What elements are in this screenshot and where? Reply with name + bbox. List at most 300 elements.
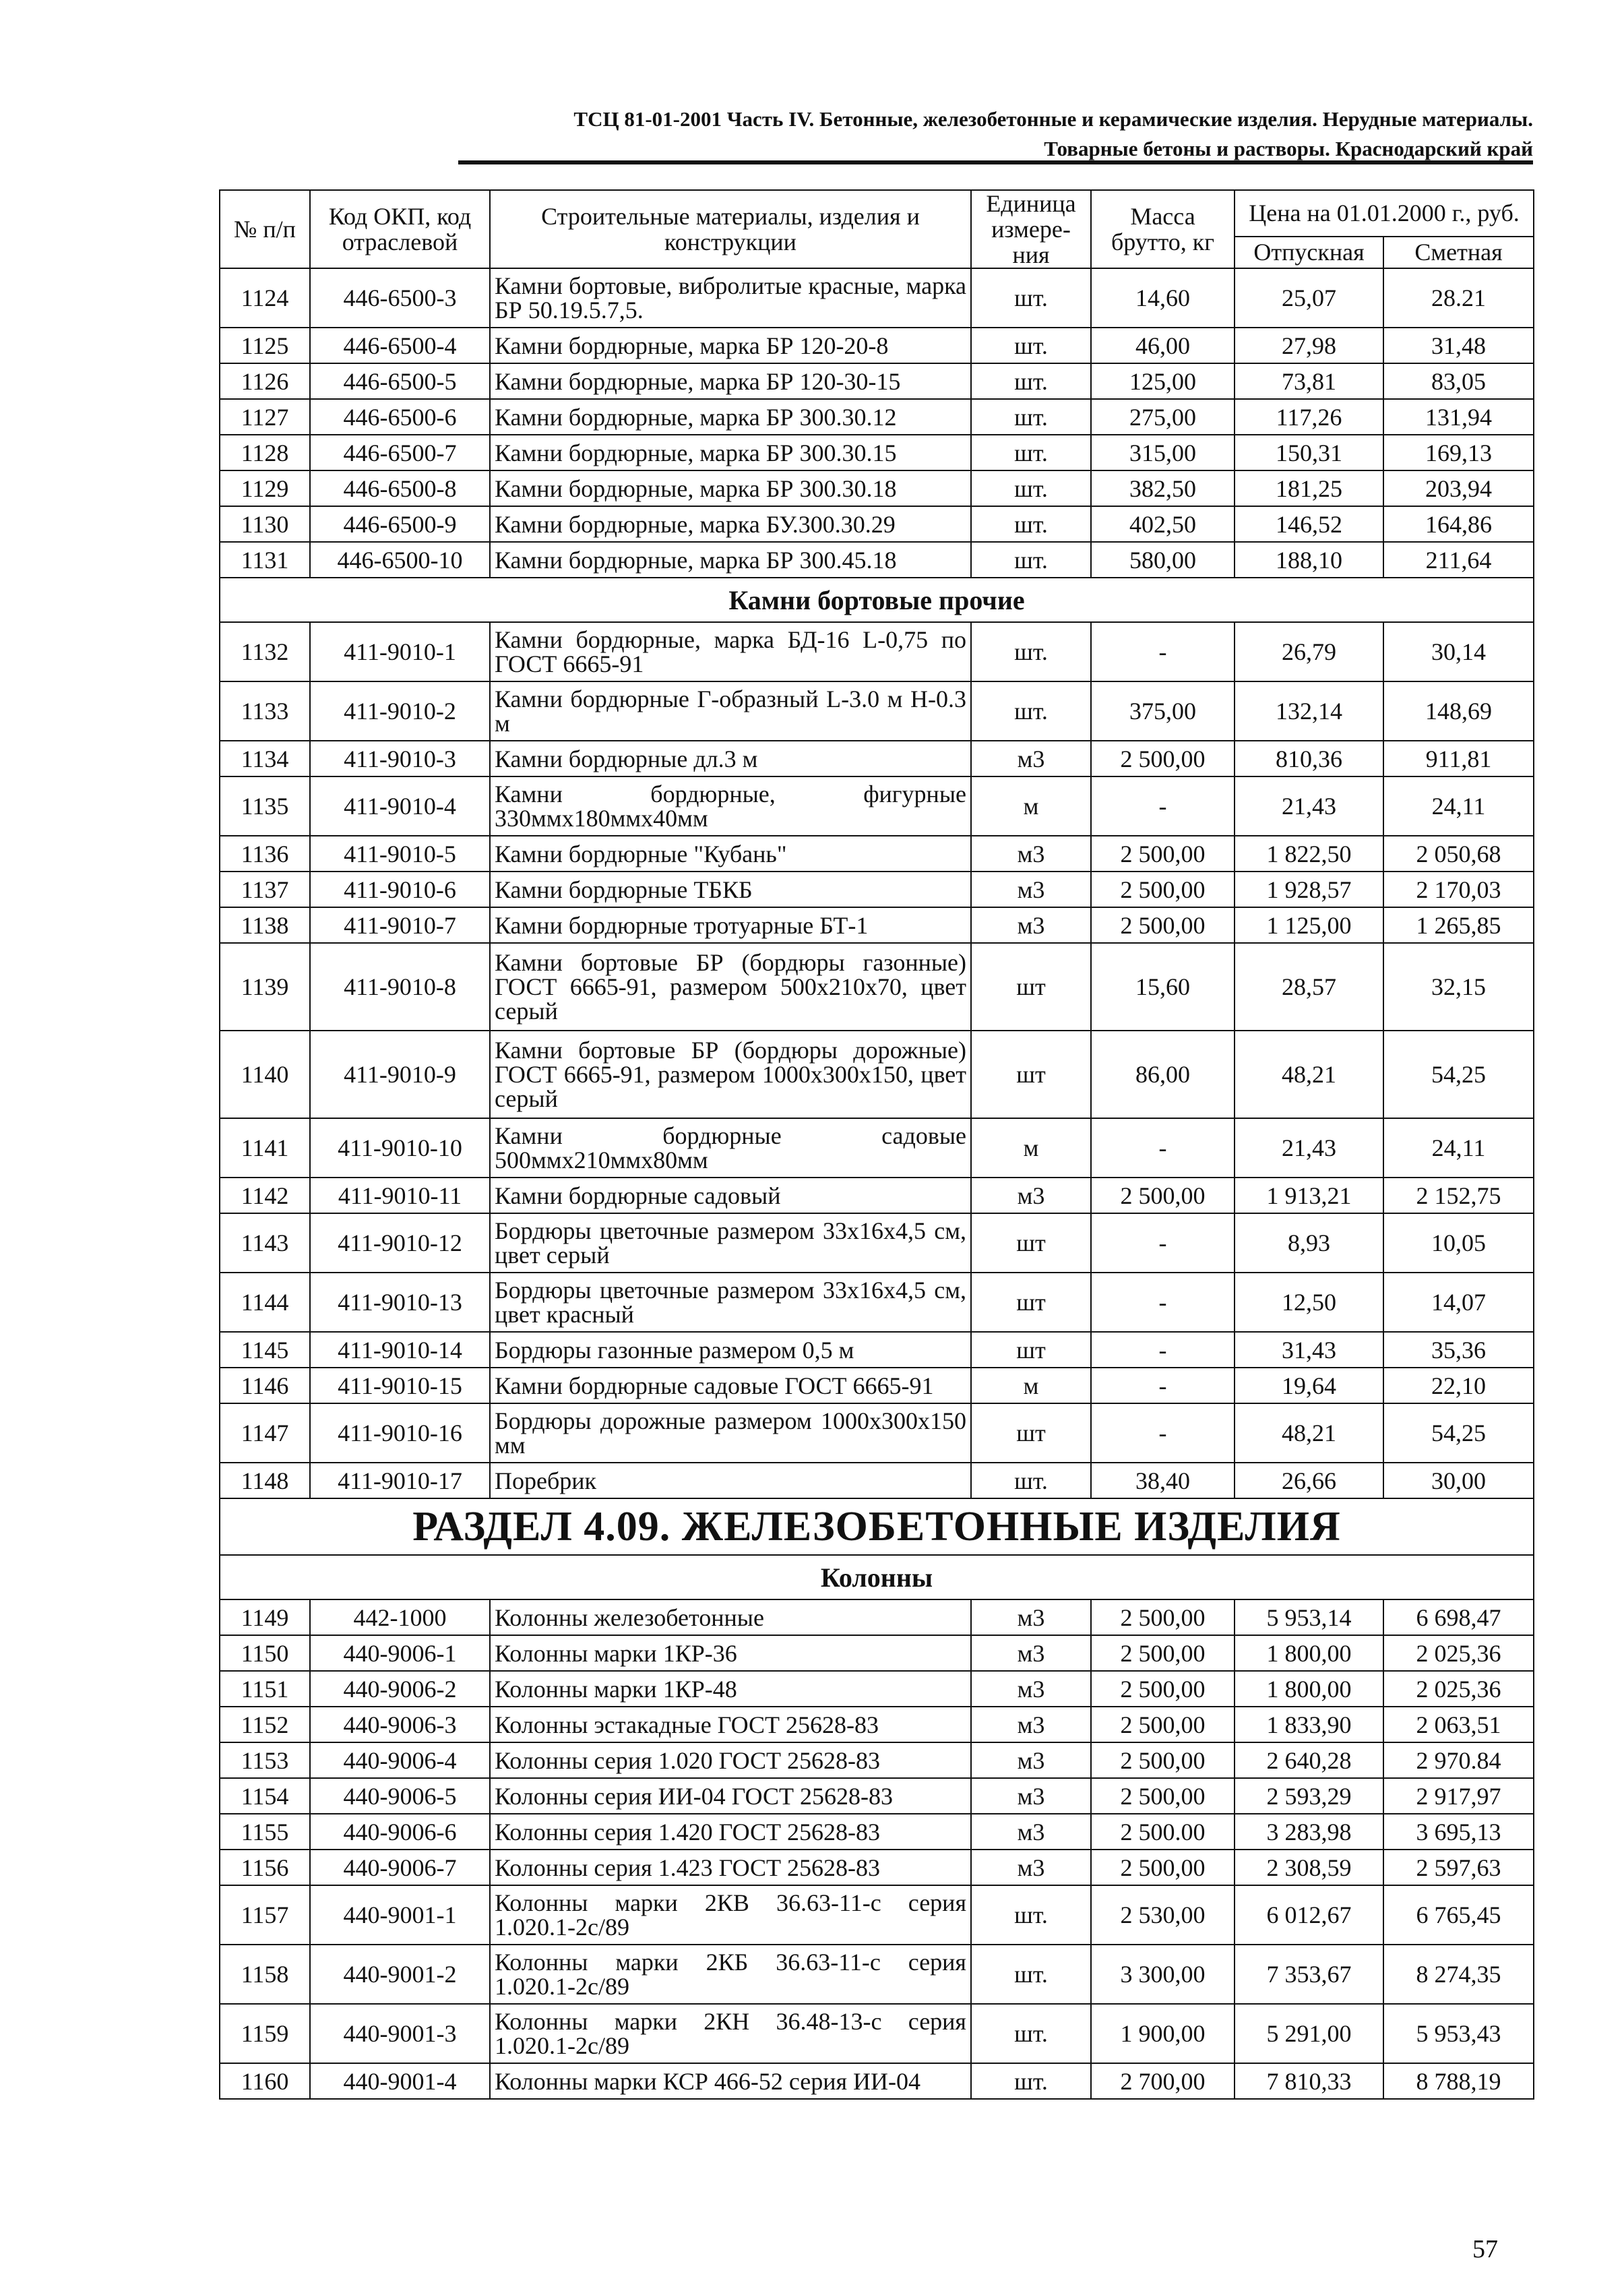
running-header (458, 104, 1533, 164)
table-row (220, 435, 1534, 470)
row-code: 411-9010-16 (310, 1403, 490, 1463)
table-row (220, 1635, 1534, 1671)
row-name: Камни бордюрные, марка БР 300.30.12 (490, 399, 971, 435)
row-estimate: 8 788,19 (1383, 2063, 1534, 2099)
row-code: 440-9001-4 (310, 2063, 490, 2099)
row-num: 1142 (220, 1178, 310, 1213)
row-estimate: 6 698,47 (1383, 1599, 1534, 1635)
row-num: 1140 (220, 1031, 310, 1118)
col-unit: Единица измере-ния (971, 190, 1091, 268)
row-num: 1150 (220, 1635, 310, 1671)
row-num: 1157 (220, 1885, 310, 1945)
table-row (220, 1031, 1534, 1118)
row-unit: шт. (971, 470, 1091, 506)
row-estimate: 30,14 (1383, 622, 1534, 681)
row-num: 1124 (220, 268, 310, 328)
row-num: 1131 (220, 542, 310, 578)
row-name: Колонны марки КСР 466-52 серия ИИ-04 (490, 2063, 971, 2099)
row-estimate: 31,48 (1383, 328, 1534, 363)
row-unit: шт. (971, 542, 1091, 578)
row-name: Бордюры газонные размером 0,5 м (490, 1332, 971, 1368)
row-name: Колонны марки 2КН 36.48-13-с серия 1.020.1-2с/89 (490, 2004, 971, 2063)
row-code: 411-9010-14 (310, 1332, 490, 1368)
row-code: 411-9010-11 (310, 1178, 490, 1213)
page-number: 57 (1472, 2235, 1498, 2263)
row-estimate: 131,94 (1383, 399, 1534, 435)
row-name: Камни бортовые, вибролитые красные, марка БР 50.19.5.7,5. (490, 268, 971, 328)
row-num: 1130 (220, 506, 310, 542)
row-estimate: 14,07 (1383, 1273, 1534, 1332)
col-estimate: Сметная (1383, 237, 1534, 268)
row-code: 411-9010-8 (310, 943, 490, 1031)
row-release: 73,81 (1235, 363, 1383, 399)
row-release: 19,64 (1235, 1368, 1383, 1403)
row-mass: 402,50 (1091, 506, 1235, 542)
row-mass: 2 500,00 (1091, 872, 1235, 907)
row-unit: м3 (971, 1778, 1091, 1814)
row-name: Камни бордюрные "Кубань" (490, 836, 971, 872)
row-mass: 14,60 (1091, 268, 1235, 328)
row-estimate: 24,11 (1383, 1118, 1534, 1178)
row-name: Камни бордюрные садовые ГОСТ 6665-91 (490, 1368, 971, 1403)
row-release: 2 308,59 (1235, 1850, 1383, 1885)
row-mass: 2 500,00 (1091, 1599, 1235, 1635)
row-unit: м (971, 776, 1091, 836)
row-unit: шт. (971, 622, 1091, 681)
row-unit: м3 (971, 836, 1091, 872)
row-mass: 2 500,00 (1091, 741, 1235, 776)
row-code: 411-9010-12 (310, 1213, 490, 1273)
row-name: Камни бордюрные дл.3 м (490, 741, 971, 776)
row-code: 446-6500-9 (310, 506, 490, 542)
row-unit: шт. (971, 328, 1091, 363)
row-num: 1125 (220, 328, 310, 363)
row-code: 440-9006-1 (310, 1635, 490, 1671)
row-unit: м (971, 1118, 1091, 1178)
row-release: 8,93 (1235, 1213, 1383, 1273)
table-row (220, 1213, 1534, 1273)
row-release: 7 353,67 (1235, 1945, 1383, 2004)
row-num: 1144 (220, 1273, 310, 1332)
row-code: 440-9001-2 (310, 1945, 490, 2004)
table-row (220, 1850, 1534, 1885)
row-unit: м3 (971, 1707, 1091, 1742)
header-line-1: ТСЦ 81-01-2001 Часть IV. Бетонные, железобетонные и керамические изделия. Нерудные материалы. (573, 107, 1533, 131)
row-unit: м3 (971, 1178, 1091, 1213)
row-unit: м3 (971, 1635, 1091, 1671)
row-code: 411-9010-3 (310, 741, 490, 776)
row-unit: м3 (971, 1599, 1091, 1635)
row-name: Камни бордюрные, марка БД-16 L-0,75 по ГОСТ 6665-91 (490, 622, 971, 681)
row-name: Бордюры дорожные размером 1000х300х150 мм (490, 1403, 971, 1463)
row-release: 5 291,00 (1235, 2004, 1383, 2063)
row-estimate: 22,10 (1383, 1368, 1534, 1403)
row-mass: 125,00 (1091, 363, 1235, 399)
table-row (220, 1368, 1534, 1403)
row-name: Колонны марки 2КБ 36.63-11-с серия 1.020.1-2с/89 (490, 1945, 971, 2004)
table-row (220, 2063, 1534, 2099)
row-num: 1146 (220, 1368, 310, 1403)
row-code: 411-9010-9 (310, 1031, 490, 1118)
row-release: 146,52 (1235, 506, 1383, 542)
row-num: 1127 (220, 399, 310, 435)
row-name: Колонны эстакадные ГОСТ 25628-83 (490, 1707, 971, 1742)
row-estimate: 203,94 (1383, 470, 1534, 506)
table-head (220, 190, 1534, 268)
row-name: Камни бортовые БР (бордюры дорожные) ГОСТ 6665-91, размером 1000х300х150, цвет серый (490, 1031, 971, 1118)
row-mass: 2 700,00 (1091, 2063, 1235, 2099)
row-mass: 2 500,00 (1091, 1178, 1235, 1213)
row-mass: 2 500.00 (1091, 1814, 1235, 1850)
row-unit: шт. (971, 506, 1091, 542)
row-estimate: 2 025,36 (1383, 1671, 1534, 1707)
row-name: Камни бордюрные, марка БР 120-20-8 (490, 328, 971, 363)
table-row (220, 776, 1534, 836)
row-mass: 2 500,00 (1091, 1778, 1235, 1814)
row-unit: шт. (971, 268, 1091, 328)
row-estimate: 2 063,51 (1383, 1707, 1534, 1742)
row-num: 1155 (220, 1814, 310, 1850)
row-num: 1160 (220, 2063, 310, 2099)
table-row (220, 1599, 1534, 1635)
row-unit: шт. (971, 2063, 1091, 2099)
row-estimate: 148,69 (1383, 681, 1534, 741)
row-release: 3 283,98 (1235, 1814, 1383, 1850)
table-row (220, 872, 1534, 907)
table-row (220, 1945, 1534, 2004)
table-row (220, 681, 1534, 741)
row-mass: 38,40 (1091, 1463, 1235, 1498)
table-row (220, 907, 1534, 943)
table-row (220, 2004, 1534, 2063)
row-estimate: 54,25 (1383, 1031, 1534, 1118)
row-release: 1 800,00 (1235, 1671, 1383, 1707)
row-unit: м3 (971, 1742, 1091, 1778)
row-code: 446-6500-5 (310, 363, 490, 399)
header-line-2: Товарные бетоны и растворы. Краснодарский край (1044, 137, 1533, 160)
table-row (220, 1463, 1534, 1498)
row-num: 1148 (220, 1463, 310, 1498)
row-num: 1137 (220, 872, 310, 907)
row-unit: шт. (971, 399, 1091, 435)
row-unit: м (971, 1368, 1091, 1403)
row-unit: м3 (971, 907, 1091, 943)
row-estimate: 10,05 (1383, 1213, 1534, 1273)
row-code: 440-9006-6 (310, 1814, 490, 1850)
table-row (220, 399, 1534, 435)
row-unit: шт (971, 1031, 1091, 1118)
row-unit: шт (971, 1403, 1091, 1463)
table-row (220, 542, 1534, 578)
section-heading-title: Камни бортовые прочие (220, 578, 1534, 622)
row-estimate: 2 152,75 (1383, 1178, 1534, 1213)
table-row (220, 1742, 1534, 1778)
row-estimate: 211,64 (1383, 542, 1534, 578)
row-unit: м3 (971, 741, 1091, 776)
row-mass: - (1091, 1368, 1235, 1403)
col-price: Цена на 01.01.2000 г., руб. (1235, 190, 1534, 237)
row-unit: шт. (971, 1885, 1091, 1945)
row-name: Поребрик (490, 1463, 971, 1498)
row-estimate: 2 970.84 (1383, 1742, 1534, 1778)
row-estimate: 2 170,03 (1383, 872, 1534, 907)
row-release: 21,43 (1235, 776, 1383, 836)
col-mass: Масса брутто, кг (1091, 190, 1235, 268)
table-row (220, 1671, 1534, 1707)
row-name: Камни бордюрные, фигурные 330ммх180ммх40мм (490, 776, 971, 836)
table-row (220, 836, 1534, 872)
row-unit: шт. (971, 681, 1091, 741)
row-num: 1128 (220, 435, 310, 470)
row-release: 810,36 (1235, 741, 1383, 776)
row-unit: шт. (971, 1463, 1091, 1498)
row-mass: - (1091, 1213, 1235, 1273)
row-estimate: 8 274,35 (1383, 1945, 1534, 2004)
row-name: Камни бордюрные, марка БР 300.30.18 (490, 470, 971, 506)
row-mass: - (1091, 622, 1235, 681)
table-row (220, 1178, 1534, 1213)
row-code: 411-9010-17 (310, 1463, 490, 1498)
row-name: Камни бордюрные, марка БУ.300.30.29 (490, 506, 971, 542)
row-mass: 275,00 (1091, 399, 1235, 435)
row-release: 2 593,29 (1235, 1778, 1383, 1814)
row-release: 7 810,33 (1235, 2063, 1383, 2099)
row-code: 446-6500-4 (310, 328, 490, 363)
row-num: 1135 (220, 776, 310, 836)
row-mass: 2 500,00 (1091, 1671, 1235, 1707)
table-body (220, 268, 1534, 2099)
row-mass: 375,00 (1091, 681, 1235, 741)
row-mass: 86,00 (1091, 1031, 1235, 1118)
table-row (220, 1814, 1534, 1850)
row-code: 440-9006-7 (310, 1850, 490, 1885)
table-row (220, 363, 1534, 399)
row-unit: м3 (971, 1814, 1091, 1850)
row-release: 150,31 (1235, 435, 1383, 470)
row-name: Камни бордюрные Г-образный L-3.0 м H-0.3 м (490, 681, 971, 741)
table-row (220, 741, 1534, 776)
row-mass: 3 300,00 (1091, 1945, 1235, 2004)
section-heading-title: Колонны (220, 1555, 1534, 1599)
table-row (220, 1118, 1534, 1178)
section-heading (220, 1555, 1534, 1599)
row-mass: 2 500,00 (1091, 1850, 1235, 1885)
row-num: 1147 (220, 1403, 310, 1463)
table-row (220, 622, 1534, 681)
row-mass: 315,00 (1091, 435, 1235, 470)
row-unit: шт. (971, 2004, 1091, 2063)
row-num: 1141 (220, 1118, 310, 1178)
row-name: Бордюры цветочные размером 33х16х4,5 см, цвет красный (490, 1273, 971, 1332)
row-name: Колонны железобетонные (490, 1599, 971, 1635)
row-code: 411-9010-7 (310, 907, 490, 943)
row-unit: м3 (971, 872, 1091, 907)
row-estimate: 2 917,97 (1383, 1778, 1534, 1814)
row-name: Камни бордюрные, марка БР 300.45.18 (490, 542, 971, 578)
row-code: 446-6500-3 (310, 268, 490, 328)
row-estimate: 35,36 (1383, 1332, 1534, 1368)
row-name: Камни бордюрные, марка БР 300.30.15 (490, 435, 971, 470)
row-name: Камни бортовые БР (бордюры газонные) ГОСТ 6665-91, размером 500х210х70, цвет серый (490, 943, 971, 1031)
table-row (220, 1885, 1534, 1945)
table-row (220, 1332, 1534, 1368)
row-unit: м3 (971, 1850, 1091, 1885)
row-num: 1153 (220, 1742, 310, 1778)
row-estimate: 164,86 (1383, 506, 1534, 542)
row-unit: шт. (971, 435, 1091, 470)
row-estimate: 24,11 (1383, 776, 1534, 836)
row-release: 117,26 (1235, 399, 1383, 435)
row-code: 411-9010-10 (310, 1118, 490, 1178)
row-estimate: 911,81 (1383, 741, 1534, 776)
row-mass: - (1091, 776, 1235, 836)
col-code: Код ОКП, код отраслевой (310, 190, 490, 268)
row-code: 411-9010-1 (310, 622, 490, 681)
table-row (220, 1403, 1534, 1463)
table-row (220, 506, 1534, 542)
row-num: 1159 (220, 2004, 310, 2063)
row-num: 1132 (220, 622, 310, 681)
row-estimate: 6 765,45 (1383, 1885, 1534, 1945)
row-code: 411-9010-6 (310, 872, 490, 907)
row-release: 2 640,28 (1235, 1742, 1383, 1778)
row-mass: 2 500,00 (1091, 907, 1235, 943)
row-mass: 1 900,00 (1091, 2004, 1235, 2063)
row-code: 446-6500-10 (310, 542, 490, 578)
row-estimate: 32,15 (1383, 943, 1534, 1031)
table-row (220, 1778, 1534, 1814)
row-mass: - (1091, 1273, 1235, 1332)
table-row (220, 328, 1534, 363)
row-num: 1133 (220, 681, 310, 741)
row-code: 442-1000 (310, 1599, 490, 1635)
row-estimate: 1 265,85 (1383, 907, 1534, 943)
row-code: 440-9001-1 (310, 1885, 490, 1945)
row-release: 6 012,67 (1235, 1885, 1383, 1945)
row-estimate: 54,25 (1383, 1403, 1534, 1463)
price-table (219, 189, 1534, 2100)
row-estimate: 2 597,63 (1383, 1850, 1534, 1885)
table-row (220, 470, 1534, 506)
row-num: 1134 (220, 741, 310, 776)
row-name: Колонны серия 1.420 ГОСТ 25628-83 (490, 1814, 971, 1850)
row-num: 1145 (220, 1332, 310, 1368)
row-release: 1 125,00 (1235, 907, 1383, 943)
row-num: 1149 (220, 1599, 310, 1635)
row-mass: 2 500,00 (1091, 1635, 1235, 1671)
row-release: 26,66 (1235, 1463, 1383, 1498)
row-code: 440-9006-2 (310, 1671, 490, 1707)
row-estimate: 2 025,36 (1383, 1635, 1534, 1671)
row-estimate: 3 695,13 (1383, 1814, 1534, 1850)
row-name: Бордюры цветочные размером 33х16х4,5 см, цвет серый (490, 1213, 971, 1273)
row-estimate: 169,13 (1383, 435, 1534, 470)
row-release: 28,57 (1235, 943, 1383, 1031)
row-code: 411-9010-13 (310, 1273, 490, 1332)
row-code: 411-9010-5 (310, 836, 490, 872)
row-mass: - (1091, 1403, 1235, 1463)
row-release: 31,43 (1235, 1332, 1383, 1368)
row-mass: 2 500,00 (1091, 836, 1235, 872)
row-num: 1126 (220, 363, 310, 399)
row-release: 1 913,21 (1235, 1178, 1383, 1213)
row-code: 440-9006-5 (310, 1778, 490, 1814)
row-unit: м3 (971, 1671, 1091, 1707)
row-code: 446-6500-8 (310, 470, 490, 506)
row-name: Колонны марки 1КР-48 (490, 1671, 971, 1707)
col-release: Отпускная (1235, 237, 1383, 268)
row-code: 411-9010-4 (310, 776, 490, 836)
row-estimate: 28.21 (1383, 268, 1534, 328)
row-name: Камни бордюрные тротуарные БТ-1 (490, 907, 971, 943)
section-heading (220, 578, 1534, 622)
row-release: 27,98 (1235, 328, 1383, 363)
row-num: 1136 (220, 836, 310, 872)
row-code: 440-9006-3 (310, 1707, 490, 1742)
table-row (220, 943, 1534, 1031)
row-mass: - (1091, 1118, 1235, 1178)
header-rule (458, 160, 1533, 164)
row-mass: 2 500,00 (1091, 1707, 1235, 1742)
row-num: 1154 (220, 1778, 310, 1814)
chapter-heading-title: РАЗДЕЛ 4.09. ЖЕЛЕЗОБЕТОННЫЕ ИЗДЕЛИЯ (220, 1498, 1534, 1555)
row-estimate: 30,00 (1383, 1463, 1534, 1498)
row-code: 446-6500-7 (310, 435, 490, 470)
row-release: 21,43 (1235, 1118, 1383, 1178)
row-release: 12,50 (1235, 1273, 1383, 1332)
row-name: Камни бордюрные садовый (490, 1178, 971, 1213)
row-release: 1 928,57 (1235, 872, 1383, 907)
row-mass: 46,00 (1091, 328, 1235, 363)
row-release: 132,14 (1235, 681, 1383, 741)
row-release: 48,21 (1235, 1403, 1383, 1463)
row-release: 181,25 (1235, 470, 1383, 506)
row-unit: шт. (971, 1945, 1091, 2004)
row-release: 48,21 (1235, 1031, 1383, 1118)
row-mass: 382,50 (1091, 470, 1235, 506)
row-unit: шт (971, 943, 1091, 1031)
row-mass: 2 530,00 (1091, 1885, 1235, 1945)
row-unit: шт. (971, 363, 1091, 399)
chapter-heading (220, 1498, 1534, 1555)
row-num: 1156 (220, 1850, 310, 1885)
table-row (220, 268, 1534, 328)
row-num: 1151 (220, 1671, 310, 1707)
row-name: Камни бордюрные садовые 500ммх210ммх80мм (490, 1118, 971, 1178)
col-name: Строительные материалы, изделия и конструкции (490, 190, 971, 268)
row-estimate: 83,05 (1383, 363, 1534, 399)
row-num: 1143 (220, 1213, 310, 1273)
row-release: 25,07 (1235, 268, 1383, 328)
row-name: Камни бордюрные, марка БР 120-30-15 (490, 363, 971, 399)
row-unit: шт (971, 1213, 1091, 1273)
row-estimate: 2 050,68 (1383, 836, 1534, 872)
row-mass: 2 500,00 (1091, 1742, 1235, 1778)
row-mass: 580,00 (1091, 542, 1235, 578)
table-row (220, 1273, 1534, 1332)
row-num: 1138 (220, 907, 310, 943)
row-name: Колонны марки 1КР-36 (490, 1635, 971, 1671)
row-mass: - (1091, 1332, 1235, 1368)
col-num: № п/п (220, 190, 310, 268)
row-unit: шт (971, 1273, 1091, 1332)
table-row (220, 1707, 1534, 1742)
row-num: 1158 (220, 1945, 310, 2004)
row-release: 1 833,90 (1235, 1707, 1383, 1742)
row-num: 1139 (220, 943, 310, 1031)
row-name: Колонны серия ИИ-04 ГОСТ 25628-83 (490, 1778, 971, 1814)
row-code: 440-9001-3 (310, 2004, 490, 2063)
